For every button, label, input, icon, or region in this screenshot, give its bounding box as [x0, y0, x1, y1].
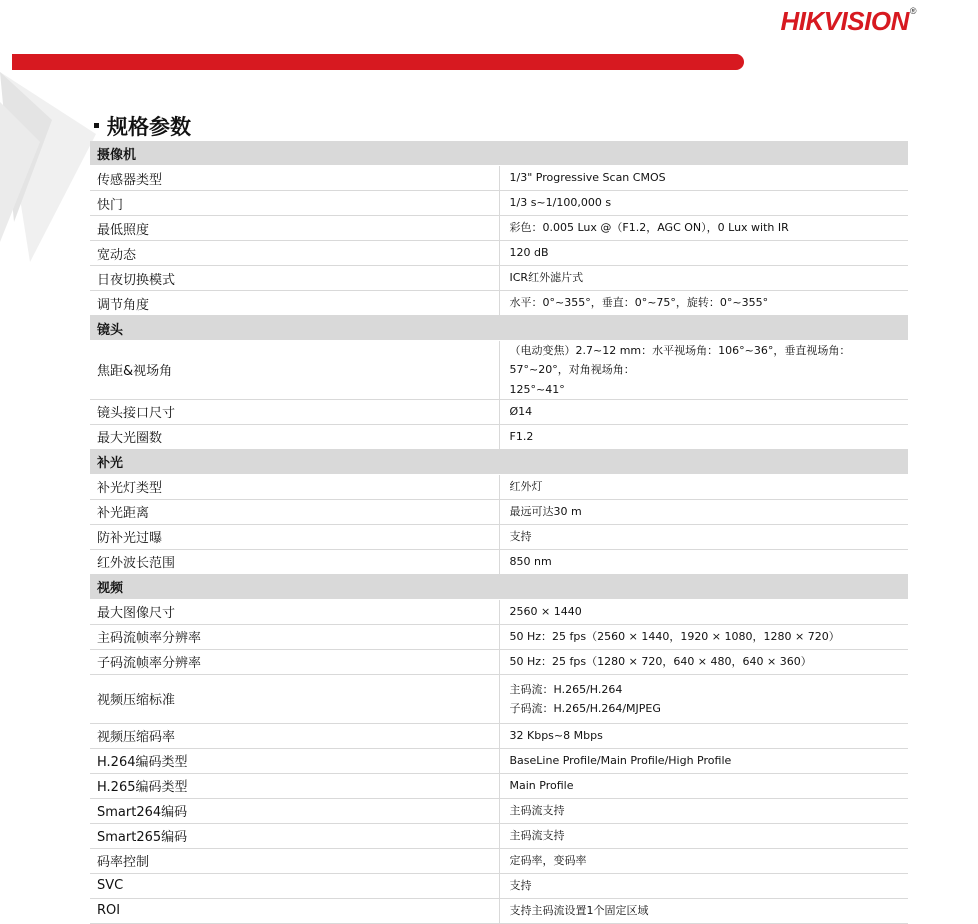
spec-label: 最大图像尺寸: [90, 599, 499, 624]
spec-row: [90, 166, 908, 191]
spec-label: 最低照度: [90, 216, 499, 241]
spec-row: [90, 599, 908, 624]
spec-value: [499, 191, 908, 216]
spec-label: 镜头接口尺寸: [90, 399, 499, 424]
spec-label: 红外波长范围: [90, 549, 499, 574]
spec-value: [499, 748, 908, 773]
spec-value-line: 主码流：H.265/H.264: [509, 682, 623, 696]
spec-value: [499, 166, 908, 191]
spec-label: 最大光圈数: [90, 424, 499, 449]
spec-value: [499, 649, 908, 674]
spec-value-line: BaseLine Profile/Main Profile/High Profile: [509, 754, 732, 768]
spec-value-line: （电动变焦）2.7~12 mm：水平视场角：106°~36°，垂直视场角：57°~20°，对角视场角：: [509, 344, 851, 377]
spec-label: SVC: [90, 873, 499, 898]
spec-value-line: 主码流支持: [509, 829, 565, 843]
spec-label: 码率控制: [90, 848, 499, 873]
spec-row: [90, 823, 908, 848]
spec-value: [499, 241, 908, 266]
registered-mark: ®: [909, 6, 916, 16]
spec-label: 传感器类型: [90, 166, 499, 191]
spec-value: [499, 674, 908, 723]
spec-row: [90, 266, 908, 291]
spec-row: [90, 873, 908, 898]
page-title: [94, 111, 191, 141]
spec-row: [90, 474, 908, 499]
decorative-triangle-graphic: [0, 72, 96, 262]
category-row: [90, 141, 908, 166]
spec-value-line: ICR红外滤片式: [509, 271, 584, 285]
spec-label: Smart264编码: [90, 798, 499, 823]
spec-value-line: 50 Hz：25 fps（2560 × 1440，1920 × 1080，1280 × 720）: [509, 630, 840, 644]
spec-value: [499, 549, 908, 574]
spec-row: [90, 798, 908, 823]
spec-value: [499, 873, 908, 898]
spec-row: [90, 216, 908, 241]
spec-row: [90, 748, 908, 773]
spec-value: [499, 399, 908, 424]
spec-value-line: 50 Hz：25 fps（1280 × 720，640 × 480，640 × 360）: [509, 655, 812, 669]
spec-row: [90, 773, 908, 798]
spec-value-line: 支持主码流设置1个固定区域: [509, 904, 649, 918]
spec-value-line: 水平：0°~355°，垂直：0°~75°，旋转：0°~355°: [509, 296, 769, 310]
spec-value-line: 2560 × 1440: [509, 605, 582, 619]
spec-value: [499, 291, 908, 316]
category-heading: 镜头: [90, 316, 908, 341]
spec-value-line: 120 dB: [509, 246, 549, 260]
spec-value-line: 850 nm: [509, 555, 552, 569]
spec-value-line: 主码流支持: [509, 804, 565, 818]
spec-label: 焦距&视场角: [90, 341, 499, 400]
spec-value: [499, 898, 908, 923]
spec-value-line: 红外灯: [509, 480, 543, 494]
spec-value: [499, 424, 908, 449]
spec-label: 视频压缩码率: [90, 723, 499, 748]
spec-table: [90, 141, 908, 924]
spec-label: 调节角度: [90, 291, 499, 316]
spec-row: [90, 524, 908, 549]
spec-row: [90, 424, 908, 449]
spec-row: [90, 649, 908, 674]
spec-value: [499, 499, 908, 524]
spec-label: H.264编码类型: [90, 748, 499, 773]
spec-value-line: 子码流：H.265/H.264/MJPEG: [509, 701, 661, 715]
spec-value-line: 定码率，变码率: [509, 854, 587, 868]
spec-value-line: 最远可达30 m: [509, 505, 582, 519]
title-bullet-icon: [94, 123, 99, 128]
header-red-bar: [12, 54, 744, 70]
spec-label: 主码流帧率分辨率: [90, 624, 499, 649]
spec-row: [90, 341, 908, 400]
category-row: [90, 574, 908, 599]
spec-value-line: 1/3 s~1/100,000 s: [509, 196, 612, 210]
spec-value: [499, 341, 908, 400]
spec-value-line: 32 Kbps~8 Mbps: [509, 729, 603, 743]
spec-value: [499, 266, 908, 291]
category-heading: 摄像机: [90, 141, 908, 166]
spec-value: [499, 524, 908, 549]
spec-value: [499, 474, 908, 499]
category-row: [90, 316, 908, 341]
spec-value-line: 支持: [509, 530, 532, 544]
spec-label: 子码流帧率分辨率: [90, 649, 499, 674]
spec-label: 快门: [90, 191, 499, 216]
spec-value: [499, 798, 908, 823]
category-heading: 视频: [90, 574, 908, 599]
spec-value: [499, 599, 908, 624]
spec-label: ROI: [90, 898, 499, 923]
spec-row: [90, 898, 908, 923]
spec-value-line: Ø14: [509, 405, 533, 419]
spec-row: [90, 674, 908, 723]
spec-label: 视频压缩标准: [90, 674, 499, 723]
spec-value-line: F1.2: [509, 430, 534, 444]
spec-value-line: 125°~41°: [509, 382, 565, 396]
logo-text: HIKVISION: [780, 6, 909, 36]
spec-value: [499, 848, 908, 873]
spec-label: 补光距离: [90, 499, 499, 524]
spec-row: [90, 241, 908, 266]
spec-row: [90, 499, 908, 524]
spec-label: 防补光过曝: [90, 524, 499, 549]
spec-label: 补光灯类型: [90, 474, 499, 499]
hikvision-logo: [780, 6, 916, 37]
spec-value-line: 支持: [509, 879, 532, 893]
spec-label: 日夜切换模式: [90, 266, 499, 291]
spec-value-line: Main Profile: [509, 779, 574, 793]
spec-value: [499, 723, 908, 748]
title-text: 规格参数: [107, 115, 191, 139]
spec-row: [90, 624, 908, 649]
spec-row: [90, 549, 908, 574]
category-heading: 补光: [90, 449, 908, 474]
spec-value: [499, 216, 908, 241]
spec-row: [90, 399, 908, 424]
spec-value-line: 彩色：0.005 Lux @（F1.2，AGC ON），0 Lux with IR: [509, 221, 789, 235]
spec-row: [90, 291, 908, 316]
spec-value: [499, 624, 908, 649]
spec-label: H.265编码类型: [90, 773, 499, 798]
spec-row: [90, 848, 908, 873]
spec-value: [499, 773, 908, 798]
spec-row: [90, 191, 908, 216]
spec-row: [90, 723, 908, 748]
spec-label: 宽动态: [90, 241, 499, 266]
category-row: [90, 449, 908, 474]
spec-value-line: 1/3" Progressive Scan CMOS: [509, 171, 666, 185]
spec-value: [499, 823, 908, 848]
spec-label: Smart265编码: [90, 823, 499, 848]
